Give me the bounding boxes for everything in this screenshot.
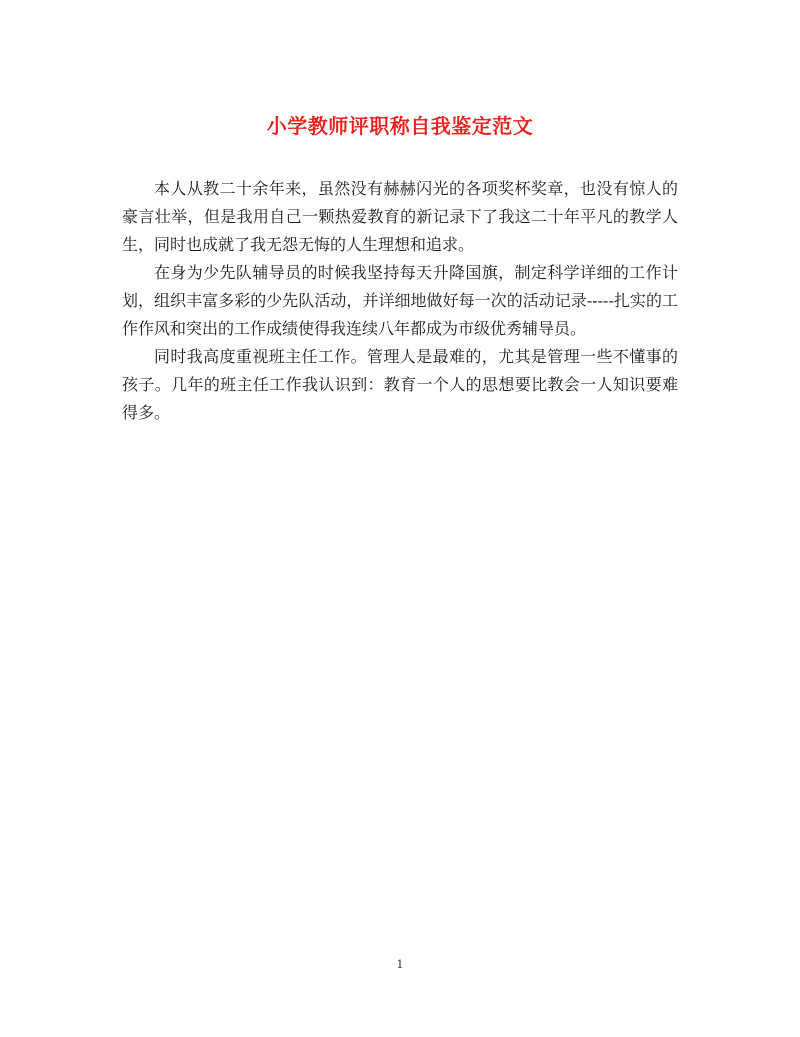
document-title: 小学教师评职称自我鉴定范文 — [266, 114, 534, 138]
paragraph-3: 同时我高度重视班主任工作。管理人是最难的，尤其是管理一些不懂事的孩子。几年的班主任工作我认识到：教育一个人的思想要比教会一人知识要难得多。 — [122, 347, 678, 422]
paragraph-1: 本人从教二十余年来，虽然没有赫赫闪光的各项奖杯奖章，也没有惊人的豪言壮举，但是我用自己一颗热爱教育的新记录下了我这二十年平凡的教学人生，同时也成就了我无怨无悔的人生理想和追求。 — [122, 179, 678, 254]
document-body — [122, 175, 678, 427]
paragraph-2: 在身为少先队辅导员的时候我坚持每天升降国旗，制定科学详细的工作计划，组织丰富多彩的少先队活动，并详细地做好每一次的活动记录-----扎实的工作作风和突出的工作成绩使得我连续八年都成为市级优秀辅导员。 — [122, 263, 678, 338]
page-number: 1 — [396, 958, 404, 971]
